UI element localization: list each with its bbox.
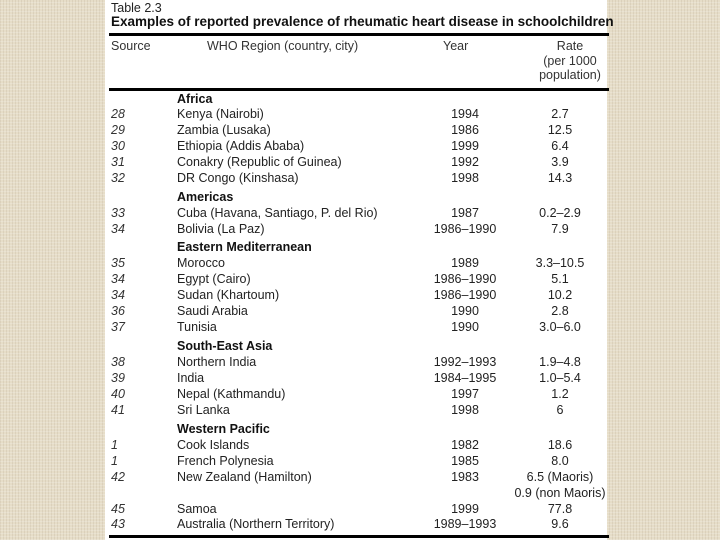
place: Conakry (Republic of Guinea) <box>177 155 342 169</box>
source-ref: 28 <box>111 107 125 121</box>
rate-header-line2: (per 1000 <box>543 53 597 68</box>
column-header-year: Year <box>443 39 469 53</box>
year: 1982 <box>451 438 479 452</box>
year: 1994 <box>451 107 479 121</box>
table-label: Table 2.3 <box>111 1 162 15</box>
table-row <box>105 288 607 304</box>
year: 1986–1990 <box>433 272 497 286</box>
source-ref: 29 <box>111 123 125 137</box>
source-ref: 36 <box>111 304 125 318</box>
group-heading-south-east-asia: South-East Asia <box>177 339 273 353</box>
rate: 8.0 <box>551 454 569 468</box>
place: Tunisia <box>177 320 217 334</box>
year: 1998 <box>451 171 479 185</box>
rate-header-line3: population) <box>539 68 601 82</box>
table-row <box>105 454 607 470</box>
table-row <box>105 470 607 486</box>
rate: 7.9 <box>551 222 569 236</box>
year: 1986–1990 <box>433 222 497 236</box>
rate: 77.8 <box>547 502 573 516</box>
rate: 1.2 <box>551 387 569 401</box>
place: Kenya (Nairobi) <box>177 107 264 121</box>
year: 1990 <box>451 304 479 318</box>
table-row <box>105 256 607 272</box>
table-row <box>105 403 607 419</box>
rate: 6.5 (Maoris) <box>526 470 594 484</box>
year: 1997 <box>451 387 479 401</box>
year: 1992–1993 <box>433 355 497 369</box>
table-row <box>105 502 607 518</box>
year: 1998 <box>451 403 479 417</box>
table-row <box>105 123 607 139</box>
place: Egypt (Cairo) <box>177 272 251 286</box>
place: Nepal (Kathmandu) <box>177 387 286 401</box>
rate: 9.6 <box>551 517 569 531</box>
document-page <box>105 0 614 540</box>
table-row <box>105 155 607 171</box>
year: 1989–1993 <box>433 517 497 531</box>
year: 1986–1990 <box>433 288 497 302</box>
year: 1992 <box>451 155 479 169</box>
column-header-rate <box>537 39 603 83</box>
table-row <box>105 355 607 371</box>
place: India <box>177 371 205 385</box>
year: 1984–1995 <box>433 371 497 385</box>
place: Morocco <box>177 256 225 270</box>
place: Zambia (Lusaka) <box>177 123 271 137</box>
place: Bolivia (La Paz) <box>177 222 265 236</box>
table-title: Examples of reported prevalence of rheumatic heart disease in schoolchildren <box>111 14 614 29</box>
source-ref: 40 <box>111 387 125 401</box>
source-ref: 31 <box>111 155 125 169</box>
source-ref: 39 <box>111 371 125 385</box>
place: Saudi Arabia <box>177 304 248 318</box>
table-row <box>105 438 607 454</box>
rate: 3.0–6.0 <box>539 320 581 334</box>
header-rule <box>109 88 609 91</box>
table-row <box>105 304 607 320</box>
source-ref: 35 <box>111 256 125 270</box>
year: 1999 <box>451 502 479 516</box>
year: 1999 <box>451 139 479 153</box>
rate: 18.6 <box>547 438 573 452</box>
table-row <box>105 222 607 238</box>
table-row <box>105 517 607 533</box>
rate-extra: 0.9 (non Maoris) <box>514 486 606 500</box>
place: Northern India <box>177 355 257 369</box>
rate: 3.3–10.5 <box>535 256 585 270</box>
table-row-continuation <box>105 486 607 502</box>
year: 1987 <box>451 206 479 220</box>
bottom-rule <box>109 535 609 538</box>
source-ref: 34 <box>111 272 125 286</box>
table-row <box>105 107 607 123</box>
year: 1985 <box>451 454 479 468</box>
rate: 3.9 <box>551 155 569 169</box>
place: Sri Lanka <box>177 403 230 417</box>
rate: 1.9–4.8 <box>539 355 581 369</box>
table-row <box>105 206 607 222</box>
top-rule <box>109 33 609 36</box>
source-ref: 34 <box>111 222 125 236</box>
place: Cook Islands <box>177 438 250 452</box>
rate: 6.4 <box>551 139 569 153</box>
source-ref: 37 <box>111 320 125 334</box>
table-row <box>105 272 607 288</box>
rate: 14.3 <box>547 171 573 185</box>
source-ref: 42 <box>111 470 125 484</box>
table-row <box>105 171 607 187</box>
place: Ethiopia (Addis Ababa) <box>177 139 305 153</box>
table-row <box>105 139 607 155</box>
place: DR Congo (Kinshasa) <box>177 171 299 185</box>
rate: 12.5 <box>547 123 573 137</box>
rate-header-line1: Rate <box>556 39 584 53</box>
column-header-region: WHO Region (country, city) <box>207 39 359 53</box>
source-ref: 43 <box>111 517 125 531</box>
place: Australia (Northern Territory) <box>177 517 335 531</box>
group-heading-eastern-mediterranean: Eastern Mediterranean <box>177 240 312 254</box>
rate: 10.2 <box>547 288 573 302</box>
source-ref: 34 <box>111 288 125 302</box>
source-ref: 1 <box>111 454 118 468</box>
rate: 0.2–2.9 <box>539 206 581 220</box>
column-header-source: Source <box>111 39 151 53</box>
rate: 5.1 <box>551 272 569 286</box>
rate: 2.8 <box>551 304 569 318</box>
group-heading-americas: Americas <box>177 190 234 204</box>
group-heading-western-pacific: Western Pacific <box>177 422 270 436</box>
group-heading-africa: Africa <box>177 92 213 106</box>
source-ref: 30 <box>111 139 125 153</box>
source-ref: 45 <box>111 502 125 516</box>
source-ref: 1 <box>111 438 118 452</box>
rate: 1.0–5.4 <box>539 371 581 385</box>
table-row <box>105 371 607 387</box>
source-ref: 38 <box>111 355 125 369</box>
place: Samoa <box>177 502 217 516</box>
place: Cuba (Havana, Santiago, P. del Rio) <box>177 206 378 220</box>
source-ref: 32 <box>111 171 125 185</box>
source-ref: 33 <box>111 206 125 220</box>
year: 1983 <box>451 470 479 484</box>
source-ref: 41 <box>111 403 125 417</box>
place: Sudan (Khartoum) <box>177 288 280 302</box>
place: French Polynesia <box>177 454 274 468</box>
table-row <box>105 320 607 336</box>
rate: 2.7 <box>551 107 569 121</box>
year: 1989 <box>451 256 479 270</box>
rate: 6 <box>556 403 564 417</box>
year: 1990 <box>451 320 479 334</box>
year: 1986 <box>451 123 479 137</box>
place: New Zealand (Hamilton) <box>177 470 312 484</box>
table-row <box>105 387 607 403</box>
